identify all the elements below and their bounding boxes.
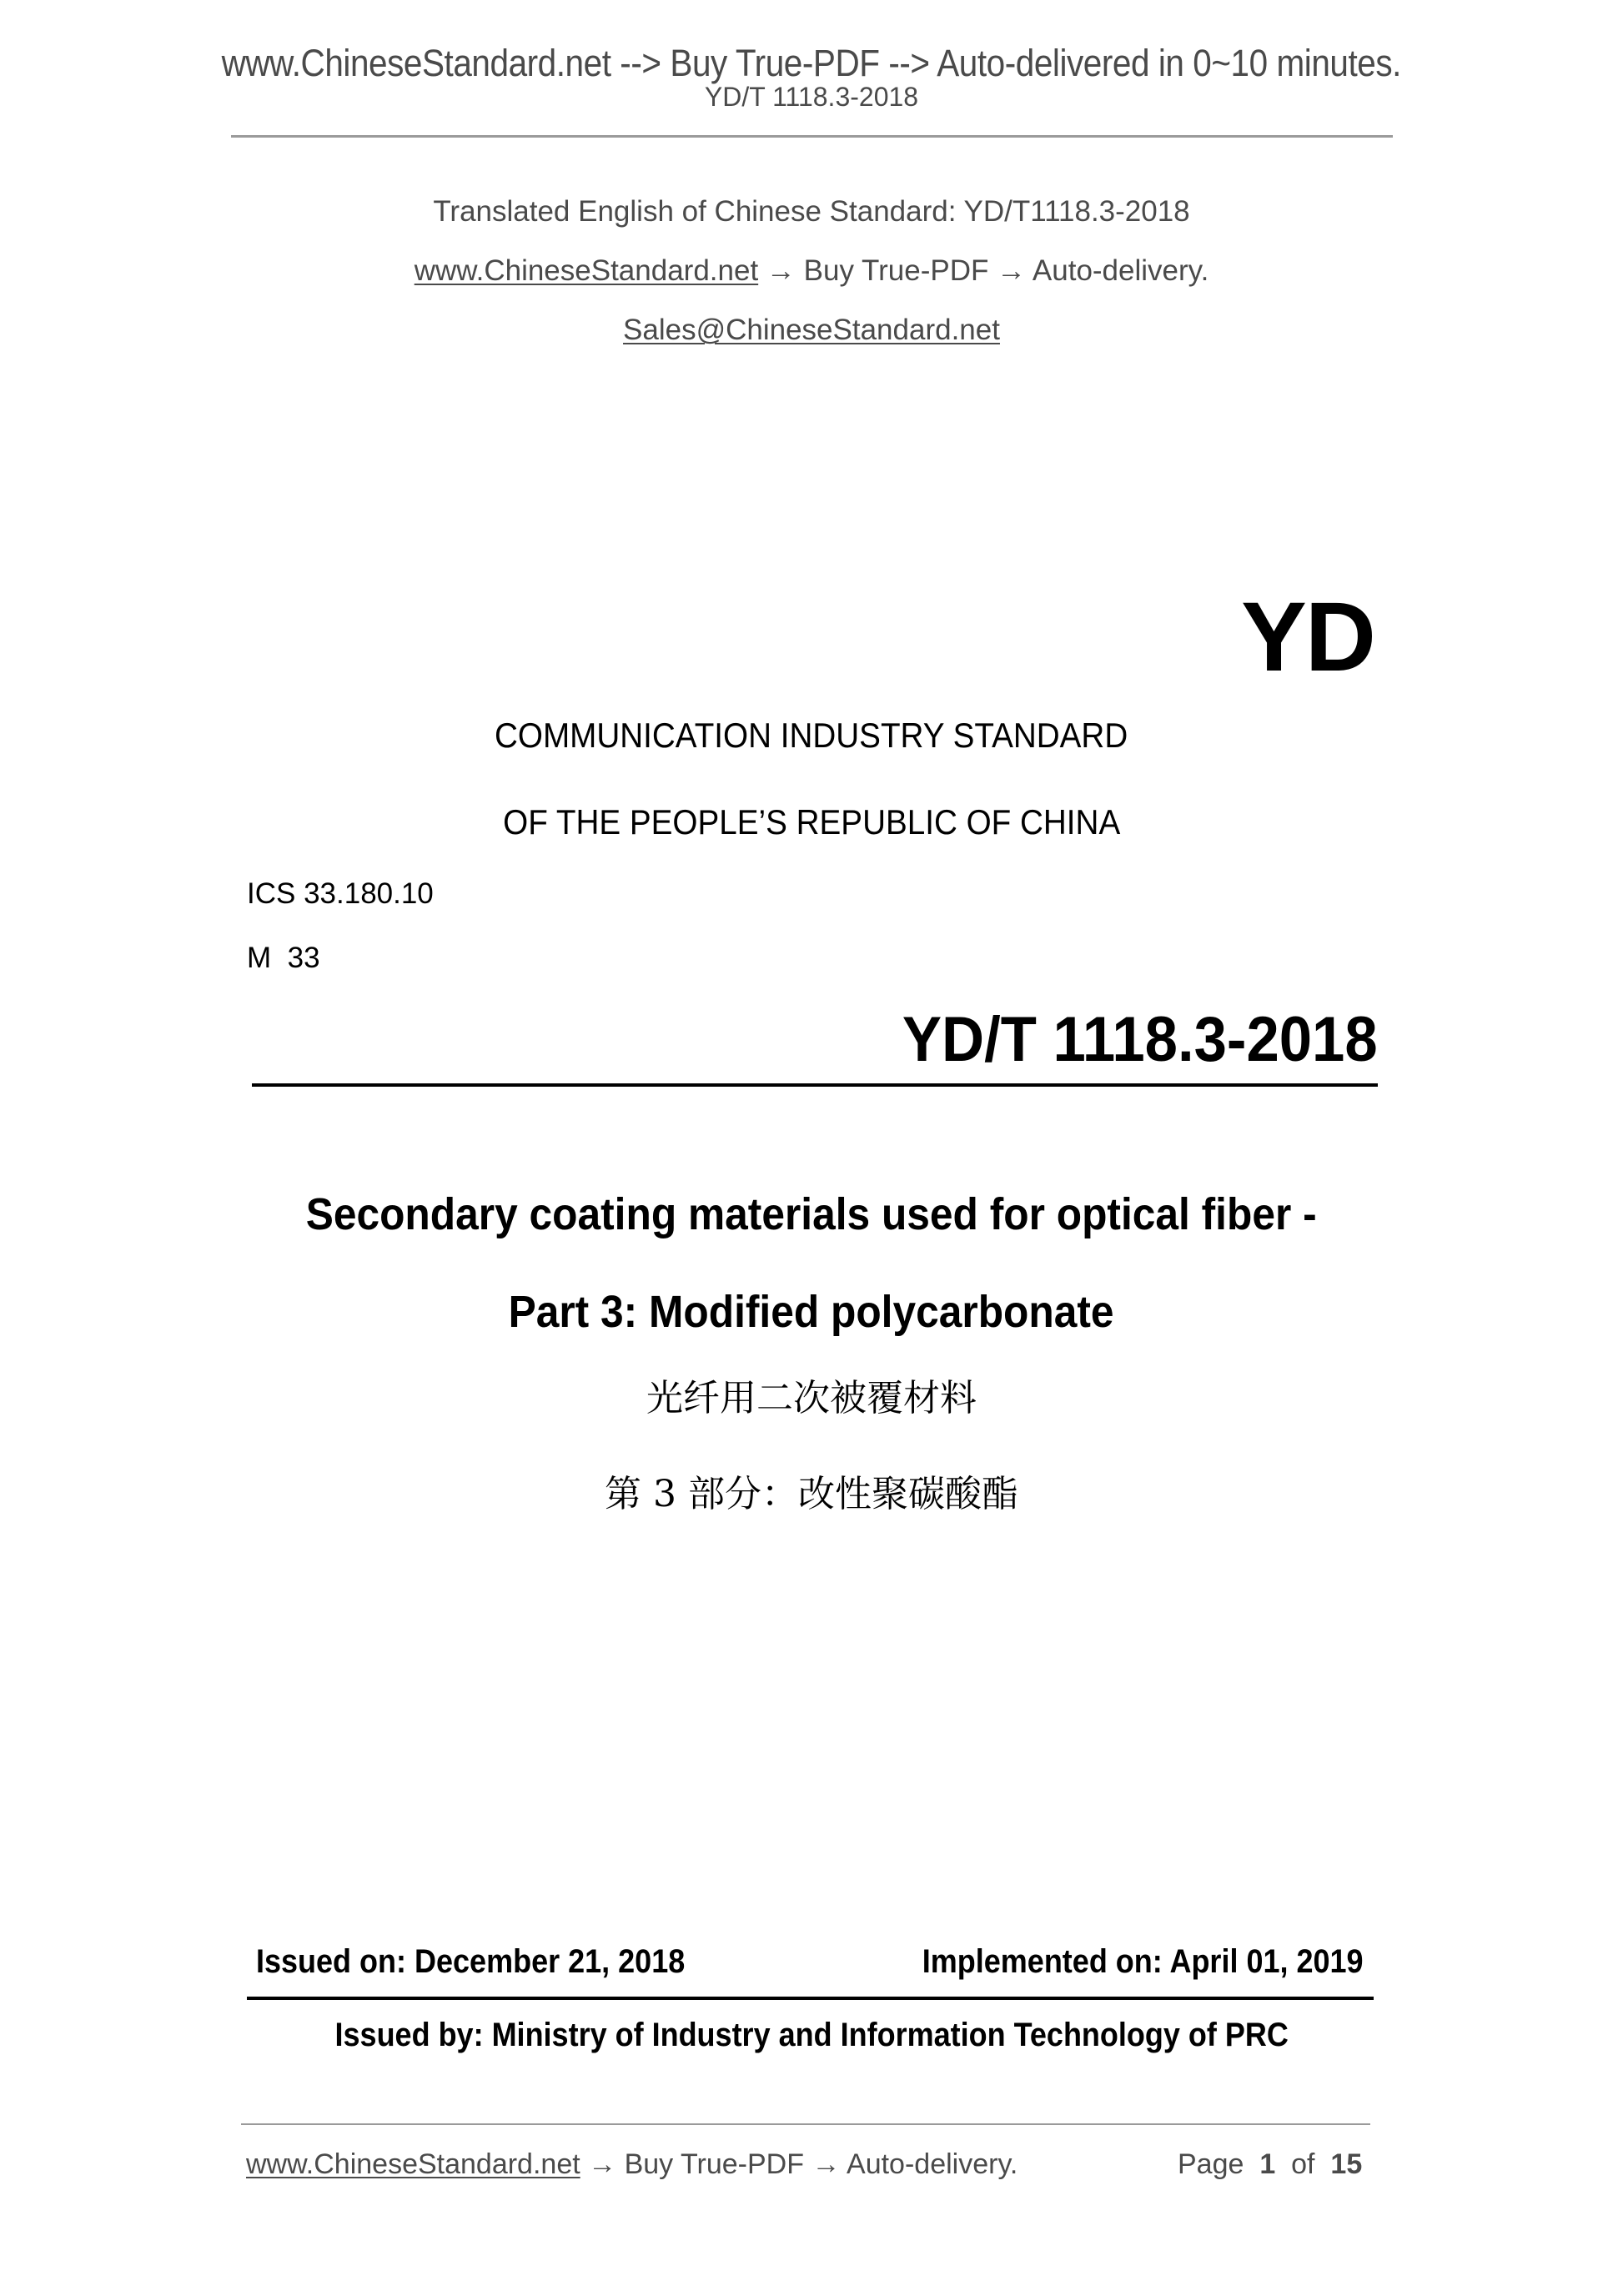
arrow-right-icon: →	[766, 254, 796, 287]
issue-divider	[247, 1997, 1374, 2000]
page-header-promo	[0, 42, 1623, 85]
promo-text: www.ChineseStandard.net --> Buy True-PDF --> Auto-delivered in 0~10 minutes.	[221, 42, 1402, 84]
standard-number	[867, 1003, 1378, 1076]
standard-number-text: YD/T 1118.3-2018	[902, 1004, 1378, 1075]
industry-line-1-text: COMMUNICATION INDUSTRY STANDARD	[495, 716, 1128, 755]
arrow-right-icon: →	[812, 2148, 841, 2180]
industry-line-2	[0, 802, 1623, 842]
buy-pdf-line	[0, 254, 1623, 288]
footer-buy-text: Buy True-PDF	[624, 2148, 804, 2180]
page-label: Page	[1178, 2148, 1244, 2180]
site-link[interactable]: www.ChineseStandard.net	[414, 254, 759, 287]
implemented-on-text: Implemented on: April 01, 2019	[922, 1943, 1364, 1980]
page-indicator	[1178, 2148, 1362, 2181]
issued-by-text: Issued by: Ministry of Industry and Information Technology of PRC	[334, 2017, 1289, 2053]
translated-notice: Translated English of Chinese Standard: YD/T1118.3-2018	[433, 195, 1190, 228]
auto-delivery-text: Auto-delivery.	[1032, 254, 1209, 287]
footer-buy-line	[246, 2148, 1018, 2181]
arrow-right-icon: →	[588, 2148, 617, 2180]
footer-delivery-text: Auto-delivery.	[847, 2148, 1018, 2180]
title-cn-line-1: 光纤用二次被覆材料	[646, 1377, 977, 1419]
page-current: 1	[1259, 2148, 1276, 2180]
issued-on-date	[256, 1943, 732, 1981]
industry-line-1	[0, 716, 1623, 756]
page-header-standard-code: YD/T 1118.3-2018	[704, 82, 919, 112]
footer-site-link[interactable]: www.ChineseStandard.net	[246, 2148, 580, 2180]
classification-code: M 33	[247, 942, 320, 974]
sales-email-line	[0, 314, 1623, 347]
title-en-line-2	[0, 1286, 1623, 1338]
yd-logo: YD	[1241, 582, 1374, 692]
ics-code: ICS 33.180.10	[247, 877, 434, 910]
implemented-on-date	[873, 1943, 1364, 1981]
title-en-line-1-text: Secondary coating materials used for optical fiber -	[306, 1189, 1317, 1239]
issued-by	[0, 2017, 1623, 2054]
industry-line-2-text: OF THE PEOPLE’S REPUBLIC OF CHINA	[502, 802, 1121, 842]
arrow-right-icon: →	[997, 254, 1027, 287]
issued-on-text: Issued on: December 21, 2018	[256, 1943, 686, 1980]
page-of: of	[1291, 2148, 1315, 2180]
title-en-line-1	[0, 1188, 1623, 1240]
title-en-line-2-text: Part 3: Modified polycarbonate	[509, 1287, 1114, 1337]
footer-divider	[241, 2123, 1370, 2125]
sales-email-link[interactable]: Sales@ChineseStandard.net	[623, 314, 1000, 346]
buy-true-pdf-text: Buy True-PDF	[803, 254, 989, 287]
standard-number-divider	[252, 1083, 1378, 1087]
header-divider	[231, 135, 1393, 138]
page-total: 15	[1330, 2148, 1363, 2180]
title-cn-line-2: 第 3 部分：改性聚碳酸酯	[605, 1473, 1018, 1515]
